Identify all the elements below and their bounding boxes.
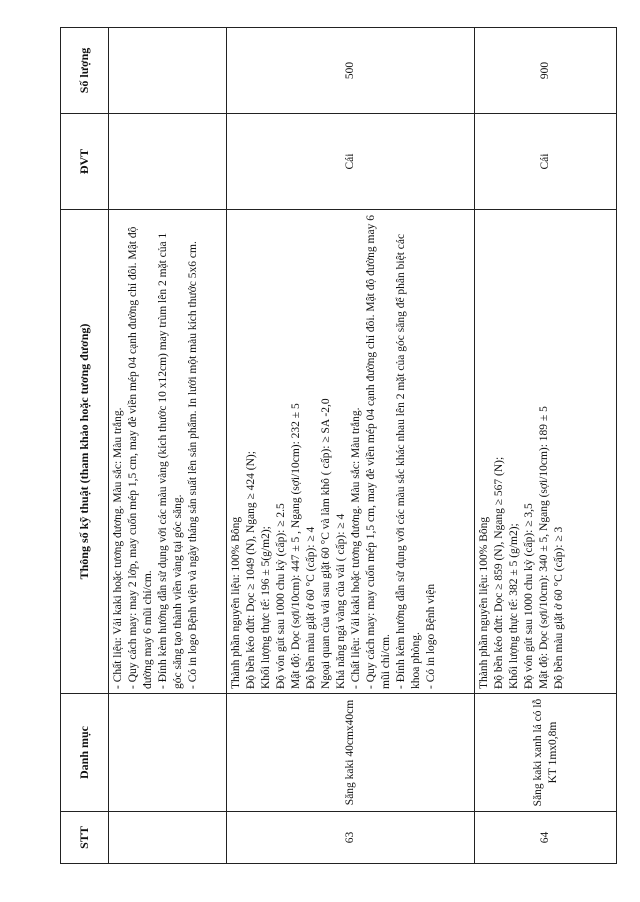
cell-spec <box>475 210 617 694</box>
header-row <box>61 28 109 864</box>
cell-danh-muc <box>109 694 227 812</box>
cell-so-luong: 500 <box>227 28 475 114</box>
spec-line: - Đính kèm hướng dẫn sử dụng với các màu vàng (kích thước 10 x12cm) may trùm lên 2 mặt của 1 góc săng tạo thành viền vàng tại góc săng. <box>157 232 184 689</box>
cell-so-luong: 900 <box>475 28 617 114</box>
spec-line: Khả năng ngả vàng của vải ( cấp): ≥ 4 <box>335 513 347 689</box>
rotated-table-frame <box>60 28 616 864</box>
spec-line: Độ vón gút sau 1000 chu kỳ (cấp): ≥ 3,5 <box>523 503 535 689</box>
spec-line: Mật độ: Dọc (sợi/10cm): 340 ± 5, Ngang (sợi/10cm): 189 ± 5 <box>538 406 550 689</box>
spec-line: - Quy cách may: may cuốn mép 1,5 cm, may đè viền mép 04 cạnh đường chỉ đôi. Mật độ đường may 6 mũi chỉ/cm. <box>365 215 392 689</box>
spec-table <box>60 27 617 864</box>
spec-line: - Chất liệu: Vải kaki hoặc tương đương. Màu sắc: Màu trắng. <box>112 407 124 689</box>
table-row <box>227 28 475 864</box>
spec-line: Độ vón gút sau 1000 chu kỳ (cấp): ≥ 2.5 <box>275 503 287 689</box>
cell-danh-muc: Săng kaki 40cmx40cm <box>227 694 475 812</box>
spec-line: - Chất liệu: Vải kaki hoặc tương đương. Màu sắc: Màu trắng. <box>350 407 362 689</box>
spec-line: Độ bền màu giặt ở 60 °C (cấp): ≥ 4 <box>305 526 317 689</box>
header-thong-so: Thông số kỹ thuật (tham khảo hoặc tương đương) <box>61 210 109 694</box>
cell-spec <box>109 210 227 694</box>
spec-line: - Có in logo Bệnh viện <box>425 583 437 689</box>
header-dvt: ĐVT <box>61 114 109 210</box>
spec-line: - Có in logo Bệnh viện và ngày tháng sản suất lên sản phẩm. In lưới một màu kích thước 5x6 cm. <box>187 241 199 689</box>
spec-line: Mật độ: Dọc (sợi/10cm): 447 ± 5 , Ngang (sợi/10cm): 232 ± 5 <box>290 403 302 689</box>
header-danh-muc: Danh mục <box>61 694 109 812</box>
header-stt: STT <box>61 812 109 864</box>
spec-line: - Đính kèm hướng dẫn sử dụng với các màu sắc khác nhau lên 2 mặt của góc săng để phân biệt các khoa phòng. <box>395 233 422 689</box>
spec-line: Thành phần nguyên liệu: 100% Bông <box>230 516 242 689</box>
cell-stt: 64 <box>475 812 617 864</box>
cell-so-luong <box>109 28 227 114</box>
cell-dvt <box>109 114 227 210</box>
cell-stt: 63 <box>227 812 475 864</box>
spec-line: - Quy cách may: may 2 lớp, may cuốn mép 1,5 cm, may đè viền mép 04 cạnh đường chỉ đôi. Mật độ đường may 6 mũi chỉ/cm. <box>127 226 154 689</box>
spec-line: Khối lượng thực tế: 196 ± 5(g/m2); <box>260 526 272 689</box>
cell-stt <box>109 812 227 864</box>
spec-line: Ngoại quan của vải sau giặt 60 °C và làm khô ( cấp): ≥ SA -2,0 <box>320 398 332 689</box>
cell-spec <box>227 210 475 694</box>
table-row <box>109 28 227 864</box>
spec-line: Khối lượng thực tế: 382 ± 5 (g/m2); <box>508 523 520 689</box>
header-so-luong: Số lượng <box>61 28 109 114</box>
spec-line: Độ bền kéo đứt: Dọc ≥ 859 (N), Ngang ≥ 567 (N); <box>493 456 505 689</box>
cell-danh-muc: Săng kaki xanh lá có lỗ KT 1mx0,8m <box>475 694 617 812</box>
cell-dvt: Cái <box>227 114 475 210</box>
spec-line: Độ bền màu giặt ở 60 °C (cấp): ≥ 3 <box>553 526 565 689</box>
spec-line: Độ bền kéo đứt: Dọc ≥ 1049 (N), Ngang ≥ 424 (N); <box>245 451 257 689</box>
cell-dvt: Cái <box>475 114 617 210</box>
spec-line: Thành phần nguyên liệu: 100% Bông <box>478 516 490 689</box>
table-row <box>475 28 617 864</box>
